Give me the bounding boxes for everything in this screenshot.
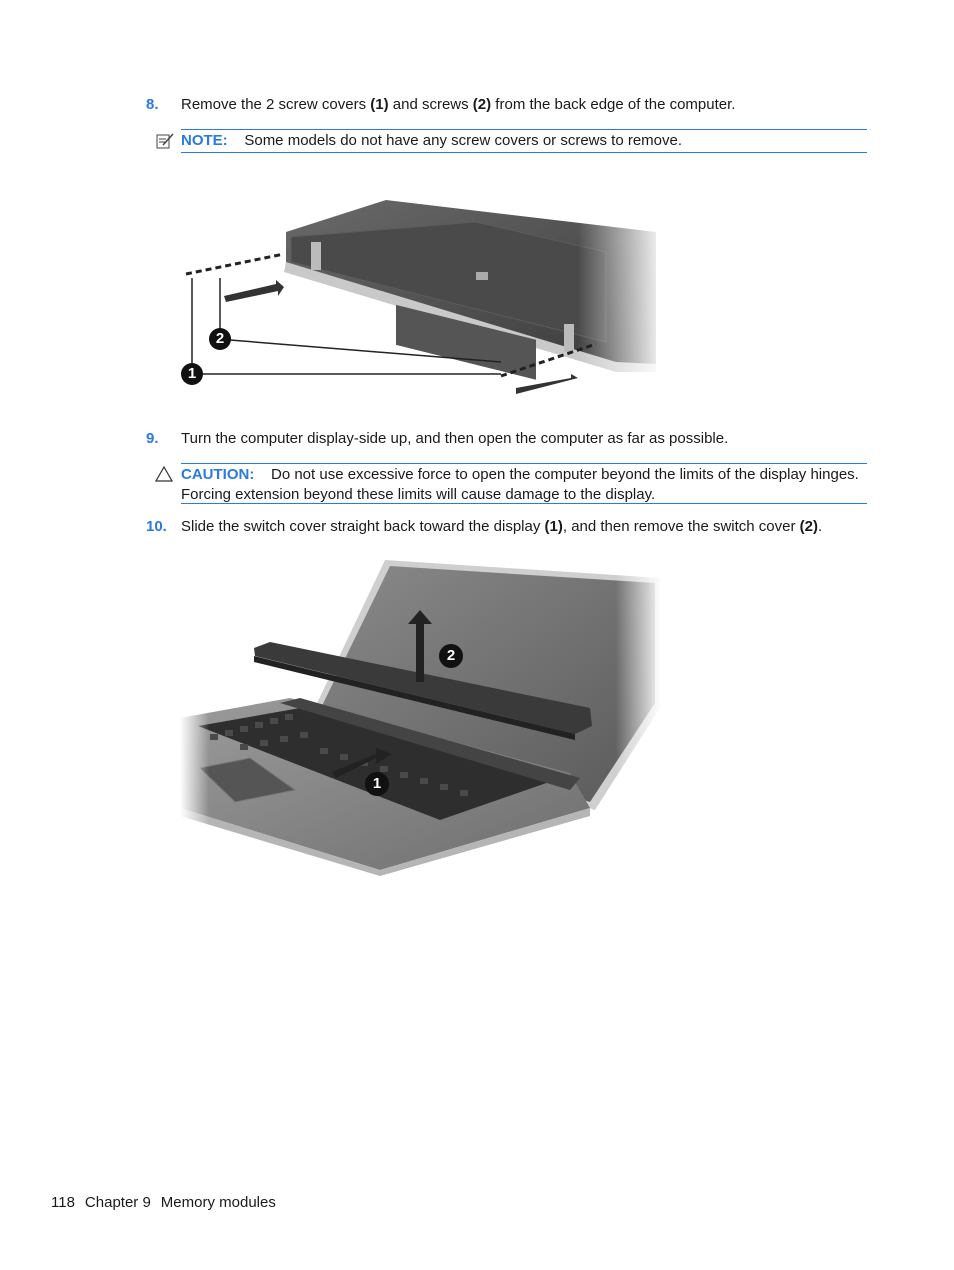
- note-callout: [181, 129, 867, 153]
- figure1-callout-2: 2: [209, 328, 231, 350]
- footer-page-number: 118: [51, 1194, 75, 1211]
- step-10-callout-1: (1): [544, 518, 563, 535]
- caution-text: Do not use excessive force to open the computer beyond the limits of the display hinges. Forcing extension beyond these limits will cause damage to the display.: [181, 466, 859, 503]
- step-8-callout-1: (1): [370, 96, 389, 113]
- caution-callout: [181, 463, 867, 504]
- step-10-text-1: Slide the switch cover straight back toward the display: [181, 518, 545, 535]
- step-9-text: [181, 429, 871, 449]
- step-8-text-3: from the back edge of the computer.: [491, 96, 736, 113]
- step-8-text-2: and screws: [388, 96, 473, 113]
- figure2-callout-1: 1: [365, 772, 389, 796]
- step-10-text: [181, 517, 881, 537]
- page-footer: [51, 1193, 286, 1213]
- step-10-text-2: , and then remove the switch cover: [562, 518, 800, 535]
- step-8-text: [181, 95, 871, 115]
- step-9-text-1: Turn the computer display-side up, and then open the computer as far as possible.: [181, 430, 729, 447]
- caution-triangle-icon: [155, 466, 173, 482]
- step-10-number: 10.: [146, 518, 167, 535]
- step-10-callout-2: (2): [799, 518, 818, 535]
- step-9-number: 9.: [146, 430, 159, 447]
- figure-switch-cover: [180, 558, 664, 876]
- step-8-text-1: Remove the 2 screw covers: [181, 96, 371, 113]
- footer-chapter-title: Memory modules: [160, 1194, 276, 1211]
- figure-screw-removal: [176, 192, 666, 394]
- figure2-callout-2: 2: [439, 644, 463, 668]
- note-label: NOTE:: [181, 132, 228, 149]
- step-10-text-3: .: [818, 518, 823, 535]
- caution-label: CAUTION:: [181, 466, 255, 483]
- step-8-number: 8.: [146, 96, 159, 113]
- footer-chapter: Chapter 9: [84, 1194, 151, 1211]
- figure1-callout-1: 1: [181, 363, 203, 385]
- note-pencil-icon: [155, 132, 175, 150]
- note-text: Some models do not have any screw covers or screws to remove.: [244, 132, 683, 149]
- step-8-callout-2: (2): [472, 96, 492, 113]
